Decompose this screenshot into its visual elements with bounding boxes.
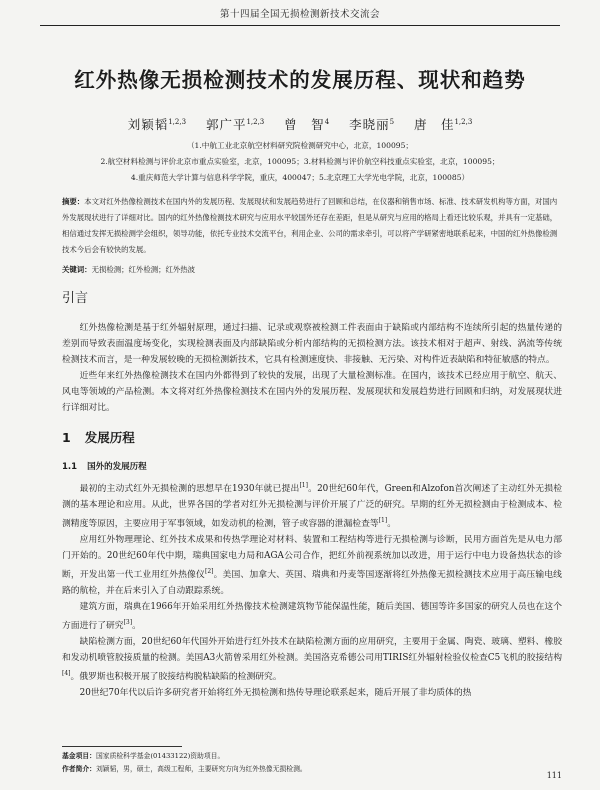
paragraph-text: 。20世纪60年代，Green和Alzofon首次阐述了主动红外无损检测的基本理论和应用。从此，世界各国的学者对红外无损检测与评价开展了广泛的研究。早期的红外无损检测由于检测成本、检测精度等原因，主要应用于军事领域，如发动机的检测，管子或容器的泄漏检查等 bbox=[62, 483, 563, 529]
body-paragraph bbox=[62, 685, 562, 701]
citation: [4] bbox=[62, 669, 71, 677]
affiliation-line: 2.航空材料检测与评价北京市重点实验室，北京，100095；3.材料检测与评价航空科技重点实验室，北京，100095； bbox=[100, 157, 500, 166]
paragraph-text: 。俄罗斯也积极开展了胶接结构脱粘缺陷的检测研究。 bbox=[70, 671, 282, 682]
footnote-label: 作者简介： bbox=[62, 765, 96, 773]
intro-heading: 引言 bbox=[62, 291, 89, 306]
author-affiliation-mark: 1,2,3 bbox=[454, 117, 473, 126]
author-affiliation-mark: 5 bbox=[389, 117, 395, 126]
footnote-author bbox=[62, 763, 560, 773]
footnote-funding bbox=[62, 750, 560, 760]
author-name: 刘颖韬 bbox=[127, 117, 169, 132]
author-name: 李晓丽 bbox=[349, 117, 390, 132]
running-head: 第十四届全国无损检测新技术交流会 bbox=[219, 9, 380, 20]
author-affiliation-mark: 1,2,3 bbox=[246, 117, 265, 126]
abstract-text: 本文对红外热像检测技术在国内外的发展历程、发展现状和发展趋势进行了回顾和总结，在仪器和销售市场、标准、技术研发机构等方面，对国内外发展现状进行了详细对比。国内的红外热像检测技术研究与应用水平较国外还存在差距，但是从研究与应用的格局上看还比较乐观，并具有一定基础，相信通过发挥无损检测学会组织，领导功能，依托专业技术交流平台，利用企业、公司的需求牵引，可以将产学研紧密地联系起来，中国的红外热像检测技术今后会有较快的发展。 bbox=[62, 197, 558, 254]
subsection-heading bbox=[62, 460, 157, 472]
author-name: 郭广平 bbox=[205, 117, 247, 132]
section-heading bbox=[62, 428, 149, 446]
paragraph-text: 应用红外物理理论、红外技术成果和传热学理论对材料、装置和工程结构等进行无损检测与诊断，民用方面首先是从电力部门开始的。20世纪60年代中期，瑞典国家电力局和AGA公司合作，把红外前视系统加以改进，用于运行中电力设备热状态的诊断，开发出第一代工业用红外热像仪 bbox=[62, 534, 562, 580]
keywords-label: 关键词： bbox=[62, 265, 92, 274]
paragraph-text: 。 bbox=[132, 620, 141, 631]
author-name: 曾 智 bbox=[284, 117, 325, 132]
paragraph-text: 缺陷检测方面，20世纪60年代国外开始进行红外技术在缺陷检测方面的应用研究，主要用于金属、陶瓷、玻璃、塑料、橡胶和发动机喷管胶接质量的检测。美国A3火箭曾采用红外检测。美国洛克希德公司用TIRIS红外辐射检验仪检查C5飞机的胶接结构 bbox=[62, 636, 562, 663]
body-paragraph bbox=[62, 478, 562, 532]
history-body bbox=[62, 478, 562, 701]
footnote-text: 国家质检科学基金(01433122)资助项目。 bbox=[95, 752, 225, 760]
author-list bbox=[0, 115, 600, 133]
footnote-text: 刘颖韬，男，硕士，高级工程师，主要研究方向为红外热像无损检测。 bbox=[95, 765, 307, 773]
section-number: 1 bbox=[62, 430, 71, 445]
affiliation-line: （1.中航工业北京航空材料研究院检测研究中心，北京，100095； bbox=[186, 141, 414, 150]
keywords bbox=[62, 264, 560, 275]
paper-title: 红外热像无损检测技术的发展历程、现状和趋势 bbox=[74, 68, 526, 92]
page-number: 111 bbox=[546, 771, 562, 780]
citation: [1] bbox=[299, 482, 308, 489]
body-paragraph bbox=[62, 532, 562, 599]
citation: [2] bbox=[204, 567, 214, 575]
footnote-label: 基金项目： bbox=[62, 752, 96, 760]
subsection-title: 国外的发展历程 bbox=[87, 462, 147, 472]
paragraph-text: 20世纪70年代以后许多研究者开始将红外无损检测和热传导理论联系起来，随后开展了非均质体的热 bbox=[79, 687, 472, 698]
section-title: 发展历程 bbox=[84, 430, 135, 445]
paragraph-text: 建筑方面，瑞典在1966年开始采用红外热像技术检测建筑物节能保温性能，随后美国、德国等许多国家的研究人员也在这个方面进行了研究 bbox=[62, 601, 562, 631]
affiliation-line: 4.重庆师范大学计算与信息科学学院，重庆，400047；5.北京理工大学光电学院，北京，100085） bbox=[130, 173, 470, 182]
body-paragraph bbox=[62, 634, 562, 685]
author-name: 唐 佳 bbox=[413, 117, 455, 132]
citation: [1] bbox=[378, 516, 388, 524]
body-paragraph: 近些年来红外热像检测技术在国内外都得到了较快的发展，出现了大量检测标准。在国内，该技术已经应用于航空、航天、风电等领域的产品检测。本文将对红外热像检测技术在国内外的发展历程、发展现状和发展趋势进行回顾和归纳，对发展现状进行详细对比。 bbox=[62, 371, 562, 413]
header-rule bbox=[40, 25, 560, 26]
paragraph-text: 最初的主动式红外无损检测的思想早在1930年就已提出 bbox=[79, 483, 300, 494]
abstract bbox=[62, 194, 560, 258]
paragraph-text: 。美国、加拿大、英国、瑞典和丹麦等国逐渐将红外热像无损检测技术应用于高压输电线路的航检，并在后来引入了自动跟踪系统。 bbox=[62, 569, 562, 596]
body-paragraph bbox=[62, 599, 562, 634]
abstract-label: 摘要： bbox=[62, 197, 85, 206]
subsection-number: 1.1 bbox=[62, 462, 78, 472]
author-affiliation-mark: 4 bbox=[324, 117, 330, 126]
body-paragraph: 红外热像检测是基于红外辐射原理，通过扫描、记录或观察被检测工件表面由于缺陷或内部结构不连续所引起的热量传递的差别而导致表面温度场变化，实现检测表面及内部缺陷或分析内部结构的无损检测方法。该技术相对于超声、射线、涡流等传统检测技术而言，是一种发展较晚的无损检测新技术，它具有检测速度快、非接触、无污染、对构件近表缺陷和特征敏感的特点。 bbox=[62, 323, 562, 365]
footnote-rule bbox=[62, 746, 182, 747]
keywords-text: 无损检测；红外检测；红外热波 bbox=[91, 265, 196, 274]
citation: [3] bbox=[123, 618, 133, 626]
intro-body bbox=[62, 320, 562, 416]
paragraph-text: 。 bbox=[387, 518, 397, 529]
author-affiliation-mark: 1,2,3 bbox=[168, 117, 187, 126]
